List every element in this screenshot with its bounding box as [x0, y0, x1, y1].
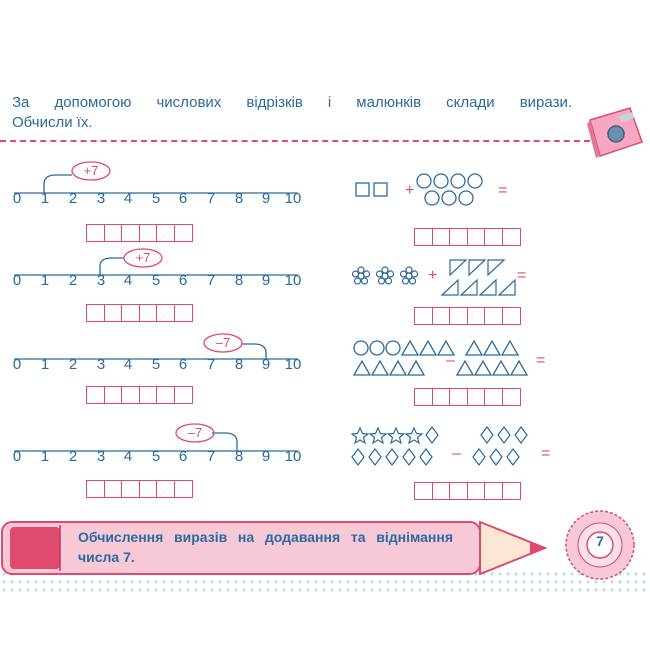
picture-stars-diamonds	[350, 425, 530, 471]
answer-boxes[interactable]	[414, 307, 521, 325]
answer-boxes[interactable]	[414, 388, 521, 406]
number-line-2	[0, 242, 310, 302]
number-line-labels: 0 1 2 3 4 5 6 7 8 9 10	[12, 356, 302, 373]
equals-sign: =	[517, 267, 527, 284]
answer-boxes[interactable]	[86, 224, 193, 242]
jump-label: –7	[187, 425, 203, 440]
lesson-topic	[78, 527, 453, 567]
answer-boxes[interactable]	[86, 480, 193, 498]
sharpener-icon	[586, 104, 646, 160]
minus-sign: –	[446, 352, 455, 369]
equals-sign: =	[498, 182, 508, 199]
page-number: 7	[596, 533, 604, 549]
picture-circles-triangles	[350, 337, 530, 379]
jump-label: +7	[135, 250, 151, 265]
number-line-labels: 0 1 2 3 4 5 6 7 8 9 10	[12, 190, 302, 207]
plus-sign: +	[405, 182, 415, 199]
plus-sign: +	[428, 267, 438, 284]
divider-dashed	[0, 140, 590, 142]
answer-boxes[interactable]	[86, 386, 193, 404]
picture-squares-circles	[352, 170, 522, 210]
number-line-labels: 0 1 2 3 4 5 6 7 8 9 10	[12, 272, 302, 289]
number-line-1	[0, 160, 310, 220]
task-line-2: Обчисли їх.	[12, 114, 93, 131]
picture-flowers-triangles	[350, 255, 530, 300]
minus-sign: –	[452, 445, 461, 462]
lesson-topic-line-2: числа 7.	[78, 549, 135, 565]
task-instruction	[12, 93, 572, 133]
number-line-3	[0, 326, 310, 386]
equals-sign: =	[541, 445, 551, 462]
answer-boxes[interactable]	[86, 304, 193, 322]
jump-label: –7	[215, 335, 231, 350]
task-line-1: За допомогою числових відрізків і малюнків склади вирази.	[12, 94, 572, 111]
number-line-4	[0, 418, 310, 478]
lesson-topic-line-1: Обчислення виразів на додавання та віднімання	[78, 529, 453, 545]
jump-label: +7	[83, 163, 99, 178]
answer-boxes[interactable]	[414, 482, 521, 500]
answer-boxes[interactable]	[414, 228, 521, 246]
number-line-labels: 0 1 2 3 4 5 6 7 8 9 10	[12, 448, 302, 465]
equals-sign: =	[536, 352, 546, 369]
